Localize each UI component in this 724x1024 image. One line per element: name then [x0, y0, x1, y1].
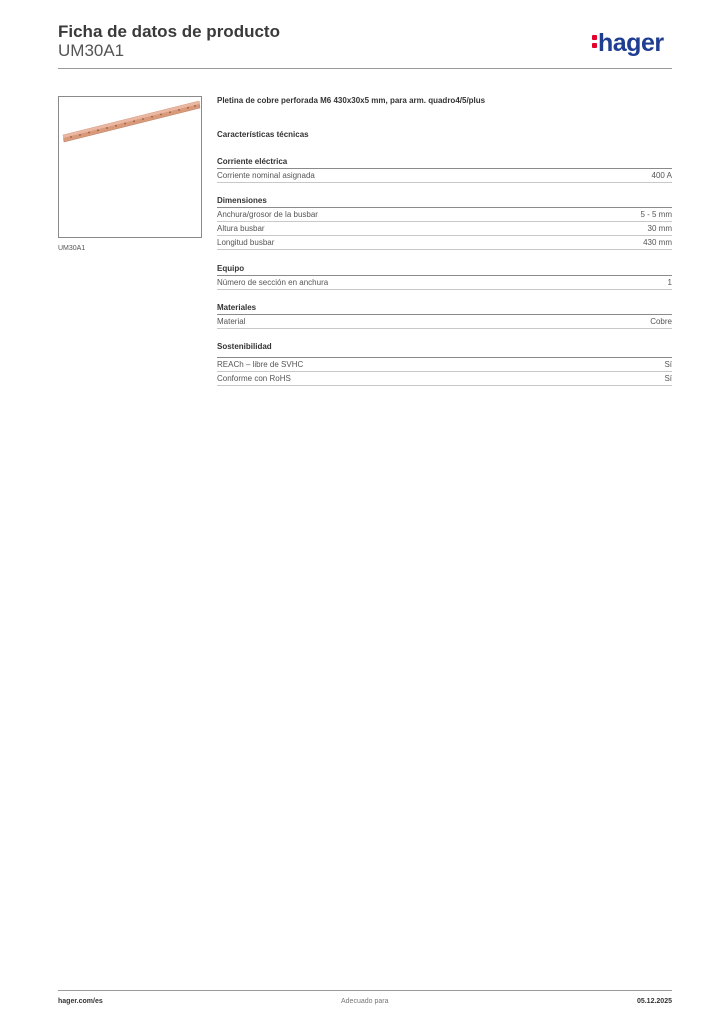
spec-value: 400 A — [651, 171, 672, 180]
spec-value: 30 mm — [647, 224, 672, 233]
header-divider — [58, 68, 672, 69]
section-equipo — [217, 263, 672, 290]
section-title: Sostenibilidad — [217, 341, 672, 358]
spec-value: Sí — [664, 374, 672, 383]
spec-label: Altura busbar — [217, 224, 265, 233]
section-dimensiones — [217, 195, 672, 250]
spec-value: Sí — [664, 360, 672, 369]
section-corriente — [217, 156, 672, 183]
spec-label: Anchura/grosor de la busbar — [217, 210, 318, 219]
footer-divider — [58, 990, 672, 991]
footer-date: 05.12.2025 — [636, 998, 672, 1005]
section-title: Equipo — [217, 263, 672, 276]
section-sostenibilidad — [217, 341, 672, 386]
spec-label: Longitud busbar — [217, 238, 275, 247]
product-description: Pletina de cobre perforada M6 430x30x5 mm, para arm. quadro4/5/plus — [217, 96, 486, 105]
logo-dots-icon — [592, 28, 597, 58]
spec-row — [217, 315, 672, 329]
spec-value: 1 — [667, 278, 672, 287]
section-title: Corriente eléctrica — [217, 156, 672, 169]
section-materiales — [217, 302, 672, 329]
hager-logo[interactable] — [592, 28, 664, 58]
spec-value: 430 mm — [643, 238, 672, 247]
spec-row — [217, 358, 672, 372]
specs-title: Características técnicas — [217, 130, 309, 139]
copper-busbar-image — [59, 97, 201, 237]
spec-value: 5 - 5 mm — [640, 210, 672, 219]
footer-suitable-for: Adecuado para — [341, 998, 389, 1005]
spec-row — [217, 222, 672, 236]
spec-label: Corriente nominal asignada — [217, 171, 315, 180]
footer-website-link[interactable]: hager.com/es — [58, 998, 103, 1005]
logo-text: hager — [598, 29, 664, 57]
spec-row — [217, 372, 672, 386]
spec-label: REACh – libre de SVHC — [217, 360, 304, 369]
spec-row — [217, 276, 672, 290]
page-title: Ficha de datos de producto — [58, 22, 280, 41]
spec-row — [217, 169, 672, 183]
section-title: Dimensiones — [217, 195, 672, 208]
product-code: UM30A1 — [58, 41, 125, 60]
spec-row — [217, 236, 672, 250]
image-caption: UM30A1 — [58, 245, 86, 252]
spec-label: Conforme con RoHS — [217, 374, 291, 383]
spec-label: Número de sección en anchura — [217, 278, 329, 287]
spec-label: Material — [217, 317, 246, 326]
section-title: Materiales — [217, 302, 672, 315]
spec-row — [217, 208, 672, 222]
spec-value: Cobre — [650, 317, 672, 326]
product-image — [58, 96, 202, 238]
